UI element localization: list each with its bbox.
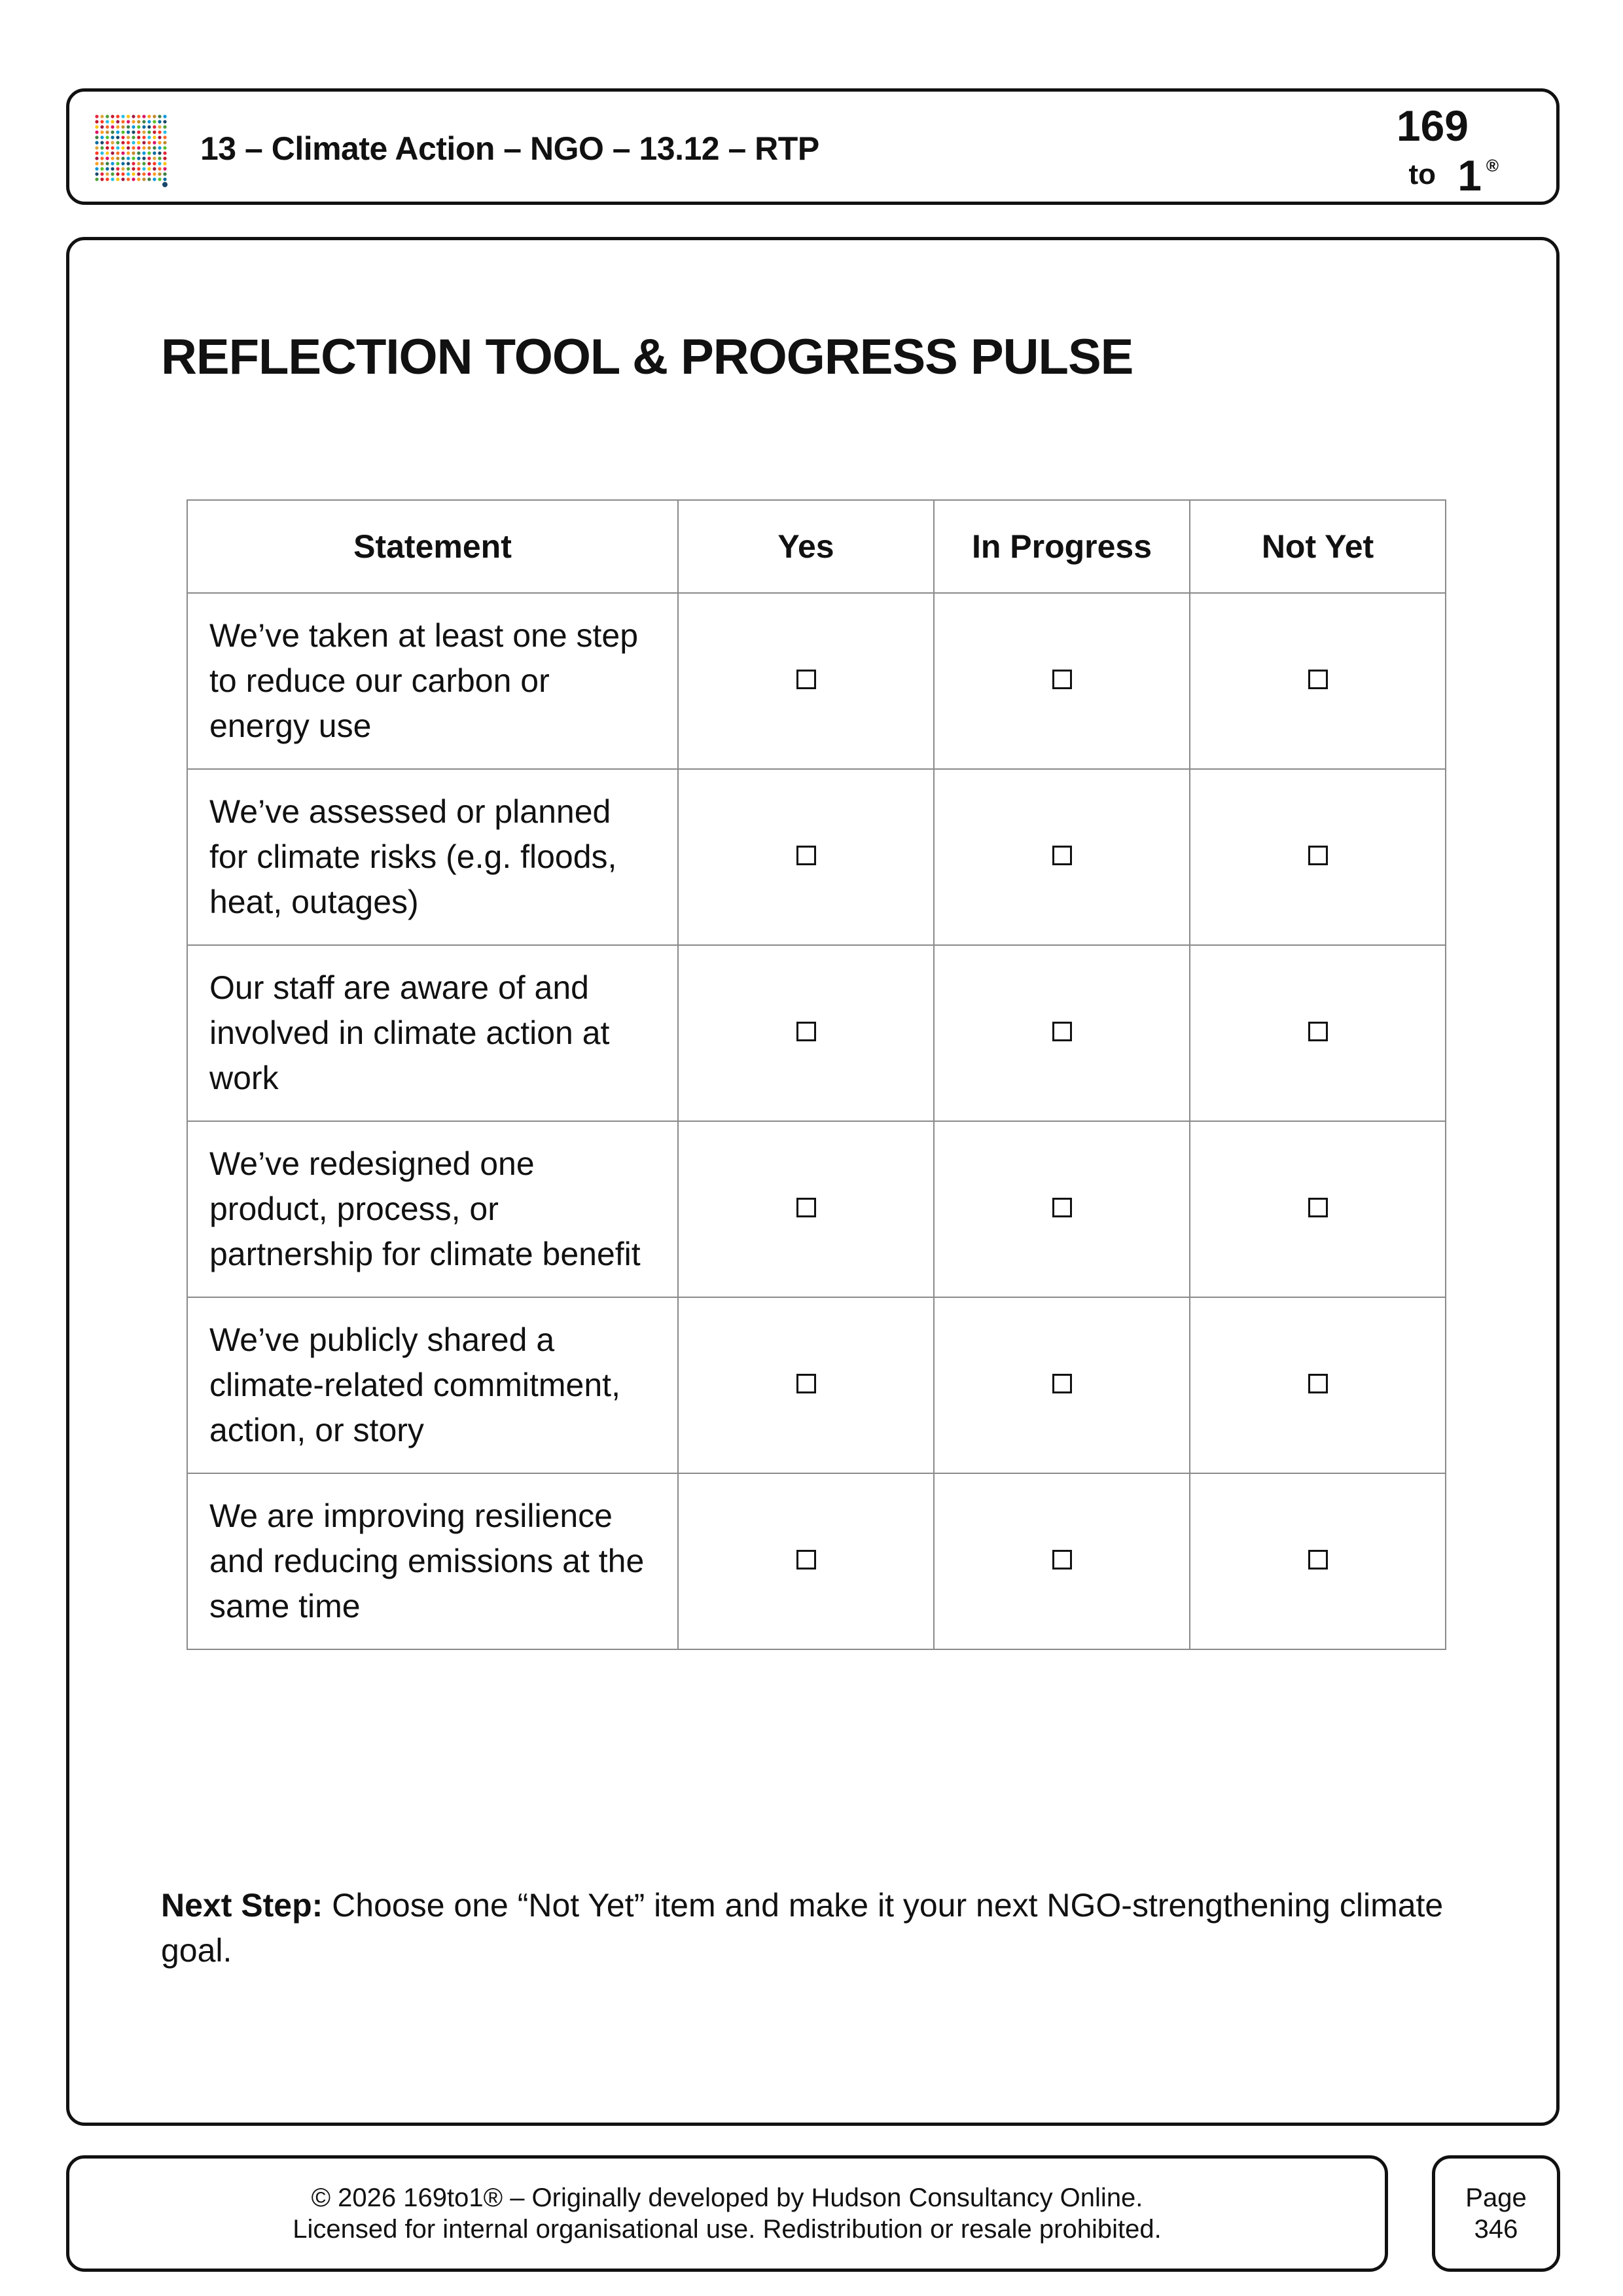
reflection-table — [187, 499, 1446, 1650]
brand-one: 1 — [1457, 151, 1482, 200]
statement-cell: Our staff are aware of and involved in climate action at work — [187, 945, 678, 1121]
table-header-row — [187, 500, 1446, 593]
brand-registered-mark: ® — [1486, 156, 1499, 175]
table-row — [187, 1297, 1446, 1473]
in-progress-checkbox[interactable] — [1052, 846, 1072, 865]
page-label: Page — [1465, 2183, 1527, 2212]
yes-checkbox[interactable] — [796, 1374, 816, 1393]
brand-number: 169 — [1396, 101, 1469, 150]
next-step-label: Next Step: — [161, 1887, 323, 1924]
brand-logo — [1368, 97, 1499, 202]
table-row — [187, 1473, 1446, 1649]
dot-grid-logo-icon — [94, 114, 168, 187]
not-yet-checkbox[interactable] — [1308, 670, 1328, 689]
table-row — [187, 945, 1446, 1121]
brand-to: to — [1408, 158, 1436, 190]
statement-cell: We’ve redesigned one product, process, or partnership for climate benefit — [187, 1121, 678, 1297]
next-step-text: Choose one “Not Yet” item and make it your next NGO-strengthening climate goal. — [161, 1887, 1444, 1969]
table-row — [187, 593, 1446, 769]
table-row — [187, 769, 1446, 945]
not-yet-checkbox[interactable] — [1308, 1022, 1328, 1041]
next-step — [161, 1883, 1483, 1973]
page-number-box — [1432, 2155, 1560, 2272]
column-header-in-progress: In Progress — [934, 500, 1190, 593]
in-progress-checkbox[interactable] — [1052, 1022, 1072, 1041]
column-header-not-yet: Not Yet — [1190, 500, 1446, 593]
footer-line-2: Licensed for internal organisational use. Redistribution or resale prohibited. — [293, 2215, 1162, 2244]
table-row — [187, 1121, 1446, 1297]
yes-checkbox[interactable] — [796, 1198, 816, 1217]
header-bar — [66, 88, 1560, 205]
yes-checkbox[interactable] — [796, 846, 816, 865]
in-progress-checkbox[interactable] — [1052, 1550, 1072, 1570]
page-number: 346 — [1474, 2215, 1518, 2244]
statement-cell: We’ve publicly shared a climate-related commitment, action, or story — [187, 1297, 678, 1473]
statement-cell: We’ve taken at least one step to reduce our carbon or energy use — [187, 593, 678, 769]
statement-cell: We’ve assessed or planned for climate risks (e.g. floods, heat, outages) — [187, 769, 678, 945]
yes-checkbox[interactable] — [796, 670, 816, 689]
content-panel — [66, 237, 1560, 2126]
yes-checkbox[interactable] — [796, 1550, 816, 1570]
page-title: REFLECTION TOOL & PROGRESS PULSE — [161, 329, 1133, 385]
footer-line-1: © 2026 169to1® – Originally developed by Hudson Consultancy Online. — [311, 2183, 1143, 2212]
in-progress-checkbox[interactable] — [1052, 1198, 1072, 1217]
statement-cell: We are improving resilience and reducing emissions at the same time — [187, 1473, 678, 1649]
in-progress-checkbox[interactable] — [1052, 1374, 1072, 1393]
not-yet-checkbox[interactable] — [1308, 846, 1328, 865]
column-header-statement: Statement — [187, 500, 678, 593]
column-header-yes: Yes — [678, 500, 934, 593]
header-title: 13 – Climate Action – NGO – 13.12 – RTP — [200, 130, 819, 167]
yes-checkbox[interactable] — [796, 1022, 816, 1041]
footer-copyright — [66, 2155, 1388, 2272]
not-yet-checkbox[interactable] — [1308, 1374, 1328, 1393]
not-yet-checkbox[interactable] — [1308, 1550, 1328, 1570]
not-yet-checkbox[interactable] — [1308, 1198, 1328, 1217]
in-progress-checkbox[interactable] — [1052, 670, 1072, 689]
